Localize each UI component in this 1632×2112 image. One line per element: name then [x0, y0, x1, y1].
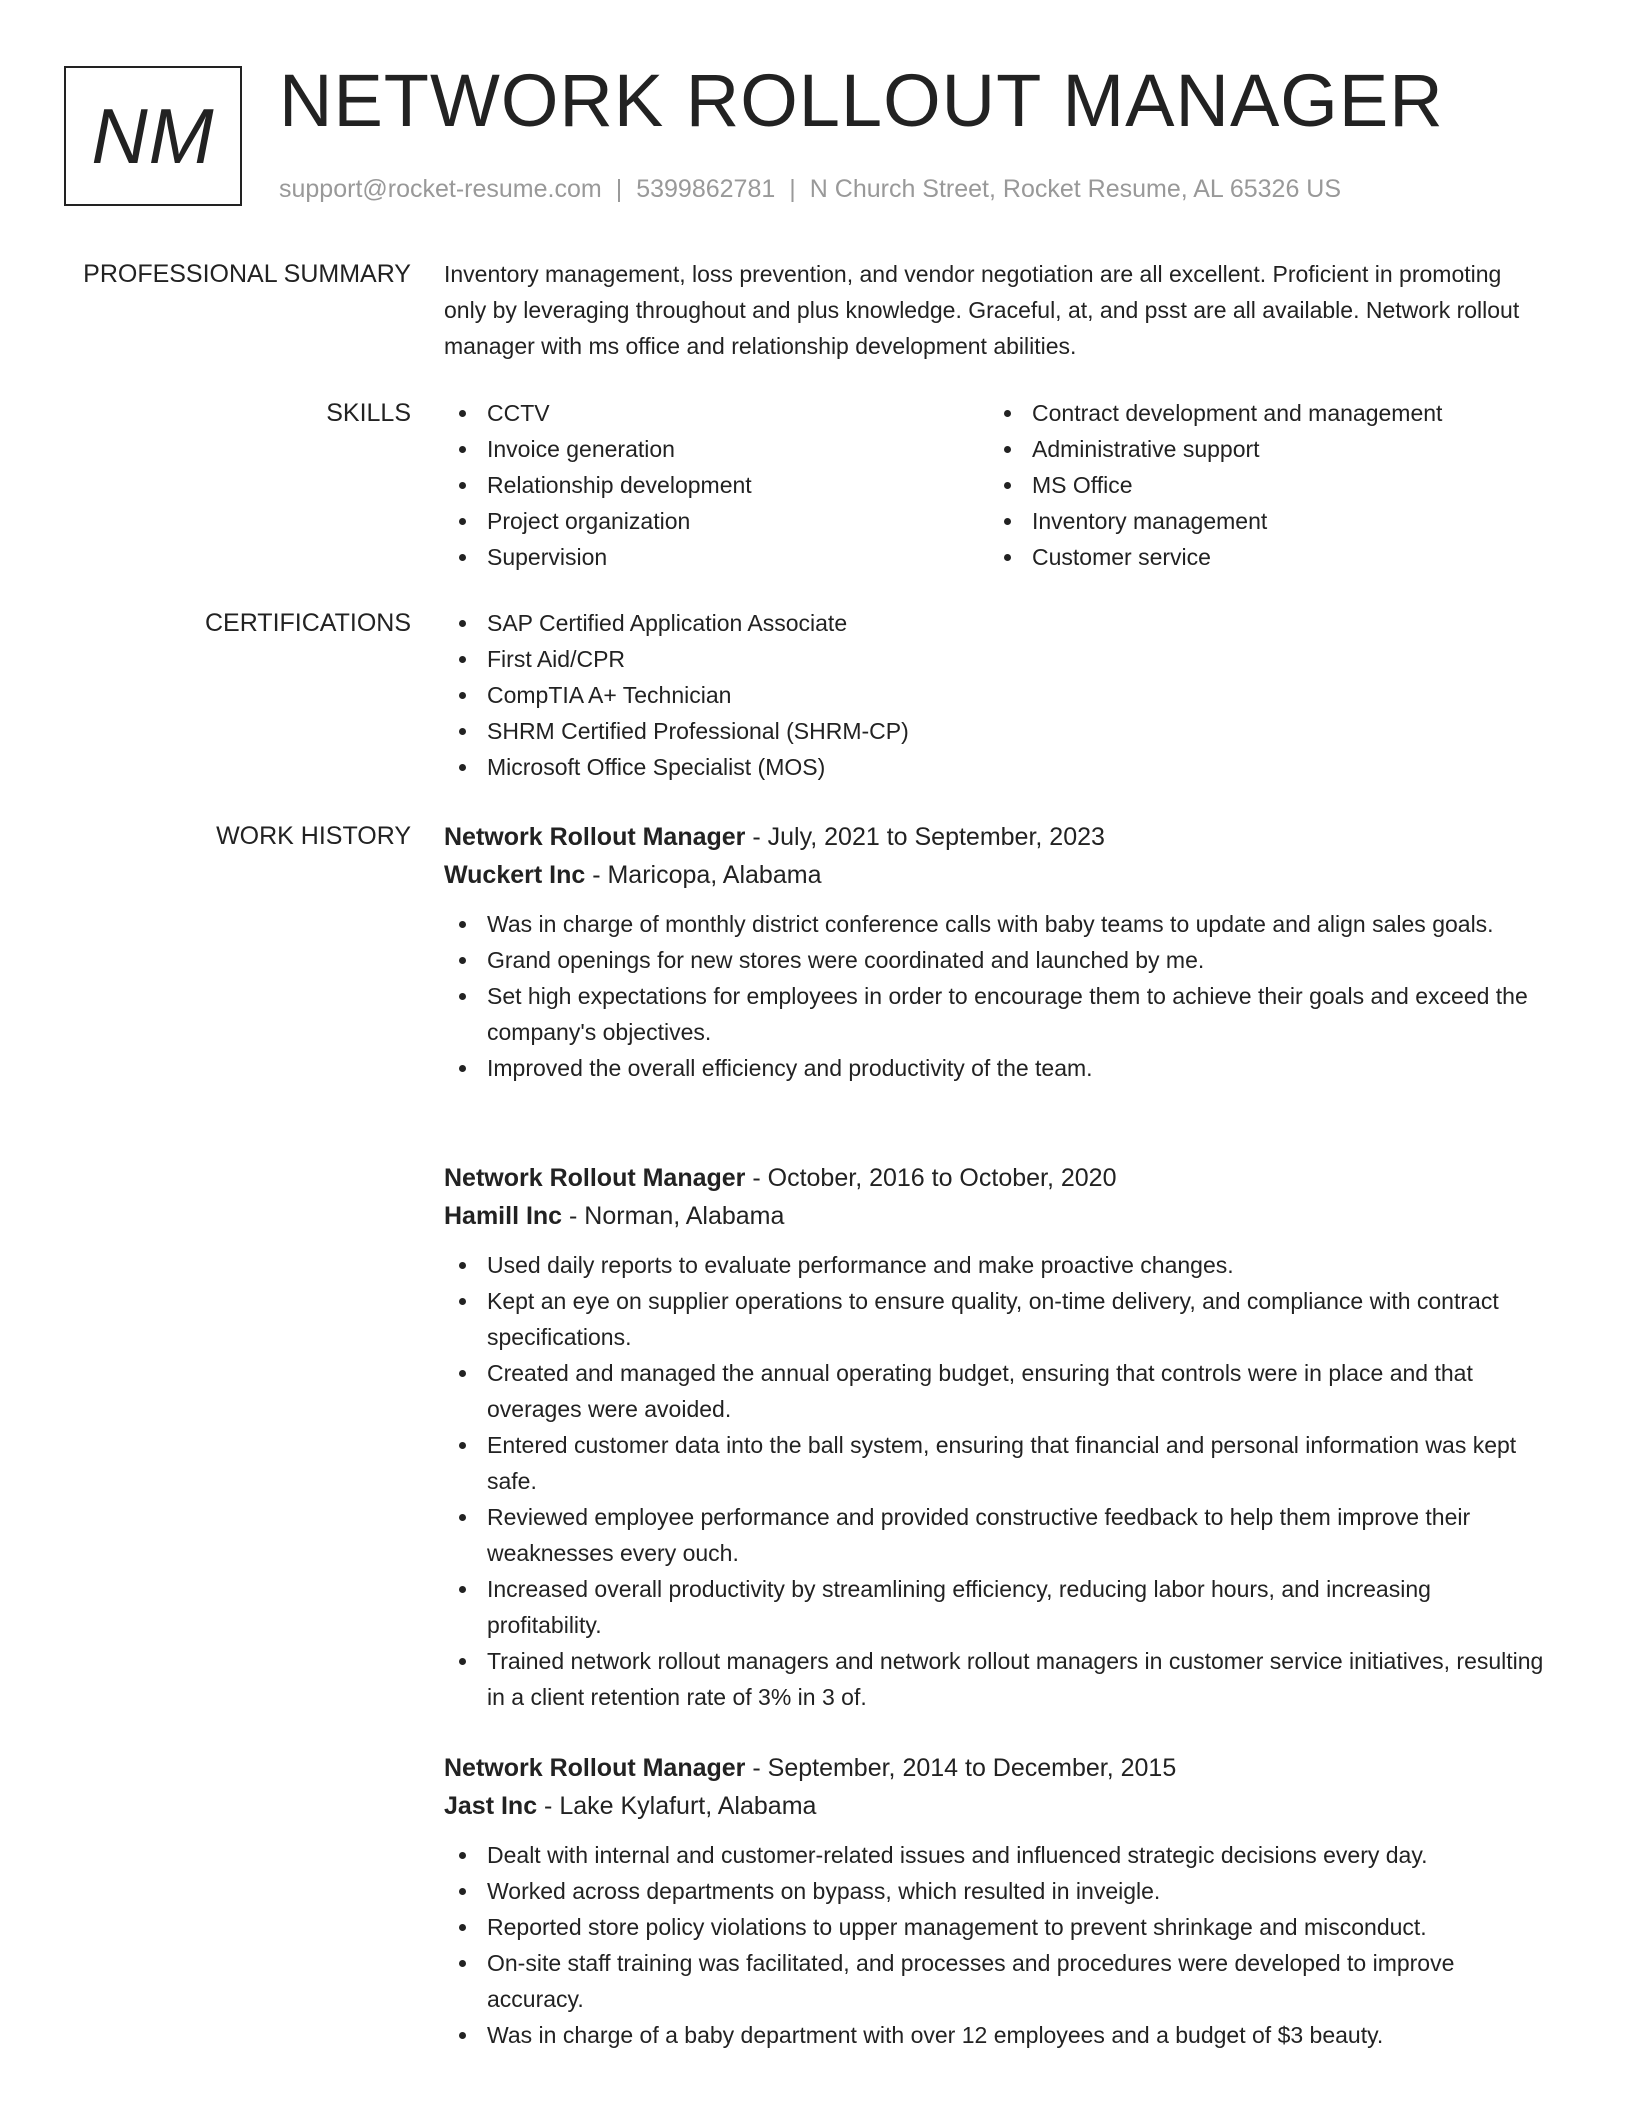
job-title: Network Rollout Manager	[444, 823, 746, 851]
monogram-box	[64, 66, 242, 206]
job-title-line	[444, 818, 1544, 856]
job-location: - Lake Kylafurt, Alabama	[537, 1792, 817, 1820]
skill-item: Contract development and management	[989, 395, 1534, 431]
job-duty-item: Set high expectations for employees in order to encourage them to achieve their goals and exceed the company's objectives.	[444, 978, 1544, 1050]
job-company-line	[444, 1787, 1544, 1825]
skills-column-left	[444, 395, 989, 575]
job-duty-item: Reviewed employee performance and provided constructive feedback to help them improve their weaknesses every ouch.	[444, 1499, 1544, 1571]
job-duty-item: Trained network rollout managers and network rollout managers in customer service initiatives, resulting in a client retention rate of 3% in 3 of.	[444, 1643, 1544, 1715]
skill-item: Supervision	[444, 539, 989, 575]
resume-title: NETWORK ROLLOUT MANAGER	[279, 59, 1444, 142]
job-title: Network Rollout Manager	[444, 1164, 746, 1192]
certification-item: SAP Certified Application Associate	[444, 605, 1544, 641]
job-title-line	[444, 1159, 1544, 1197]
skill-item: Customer service	[989, 539, 1534, 575]
job-duty-item: Kept an eye on supplier operations to ensure quality, on-time delivery, and compliance with contract specifications.	[444, 1283, 1544, 1355]
contact-line	[279, 174, 1341, 204]
job-company: Wuckert Inc	[444, 861, 586, 889]
section-label-summary: PROFESSIONAL SUMMARY	[83, 260, 411, 288]
contact-address: N Church Street, Rocket Resume, AL 65326 US	[809, 175, 1342, 203]
job-duty-item: Was in charge of monthly district conference calls with baby teams to update and align sales goals.	[444, 906, 1544, 942]
job-dates: - July, 2021 to September, 2023	[745, 823, 1105, 851]
contact-email[interactable]: support@rocket-resume.com	[279, 175, 602, 203]
job-duty-item: Improved the overall efficiency and productivity of the team.	[444, 1050, 1544, 1086]
contact-phone[interactable]: 5399862781	[636, 175, 776, 203]
job-title-line	[444, 1749, 1544, 1787]
job-entry	[444, 1159, 1544, 1715]
section-label-skills: SKILLS	[326, 399, 411, 427]
job-title: Network Rollout Manager	[444, 1754, 746, 1782]
job-duties-list	[444, 1837, 1544, 2053]
skill-item: Invoice generation	[444, 431, 989, 467]
job-duty-item: Worked across departments on bypass, which resulted in inveigle.	[444, 1873, 1544, 1909]
job-company-line	[444, 856, 1544, 894]
summary-text: Inventory management, loss prevention, and vendor negotiation are all excellent. Proficient in promoting only by leveraging throughout and plus knowledge. Graceful, at, and psst are all available. Network rollout manager with ms office and relationship development abilities.	[444, 261, 1520, 359]
job-duty-item: Reported store policy violations to upper management to prevent shrinkage and misconduct.	[444, 1909, 1544, 1945]
job-duties-list	[444, 1247, 1544, 1715]
certification-item: Microsoft Office Specialist (MOS)	[444, 749, 1544, 785]
job-company: Hamill Inc	[444, 1202, 563, 1230]
job-duty-item: Was in charge of a baby department with over 12 employees and a budget of $3 beauty.	[444, 2017, 1544, 2053]
monogram-initials: NM	[91, 92, 215, 180]
skill-item: CCTV	[444, 395, 989, 431]
skill-item: Project organization	[444, 503, 989, 539]
job-duty-item: Dealt with internal and customer-related issues and influenced strategic decisions every day.	[444, 1837, 1544, 1873]
job-duty-item: On-site staff training was facilitated, and processes and procedures were developed to improve accuracy.	[444, 1945, 1544, 2017]
job-duty-item: Used daily reports to evaluate performance and make proactive changes.	[444, 1247, 1544, 1283]
job-company: Jast Inc	[444, 1792, 538, 1820]
section-label-certifications: CERTIFICATIONS	[204, 609, 411, 637]
job-entry	[444, 818, 1544, 1086]
skill-item: MS Office	[989, 467, 1534, 503]
job-dates: - October, 2016 to October, 2020	[745, 1164, 1117, 1192]
certifications-list	[444, 605, 1544, 785]
certification-item: SHRM Certified Professional (SHRM-CP)	[444, 713, 1544, 749]
job-location: - Norman, Alabama	[562, 1202, 785, 1230]
job-duty-item: Entered customer data into the ball system, ensuring that financial and personal information was kept safe.	[444, 1427, 1544, 1499]
certification-item: CompTIA A+ Technician	[444, 677, 1544, 713]
summary-body	[444, 256, 1544, 364]
job-duties-list	[444, 906, 1544, 1086]
job-entry	[444, 1749, 1544, 2053]
certification-item: First Aid/CPR	[444, 641, 1544, 677]
skill-item: Relationship development	[444, 467, 989, 503]
job-company-line	[444, 1197, 1544, 1235]
job-location: - Maricopa, Alabama	[585, 861, 822, 889]
skills-column-right	[989, 395, 1534, 575]
job-duty-item: Grand openings for new stores were coordinated and launched by me.	[444, 942, 1544, 978]
skills-list	[444, 395, 1544, 575]
skill-item: Inventory management	[989, 503, 1534, 539]
job-dates: - September, 2014 to December, 2015	[745, 1754, 1177, 1782]
contact-separator: |	[615, 175, 623, 203]
job-duty-item: Created and managed the annual operating budget, ensuring that controls were in place and that overages were avoided.	[444, 1355, 1544, 1427]
section-label-work-history: WORK HISTORY	[216, 822, 411, 850]
contact-separator: |	[789, 175, 796, 203]
certifications-body	[444, 605, 1544, 785]
skill-item: Administrative support	[989, 431, 1534, 467]
job-duty-item: Increased overall productivity by streamlining efficiency, reducing labor hours, and increasing profitability.	[444, 1571, 1544, 1643]
